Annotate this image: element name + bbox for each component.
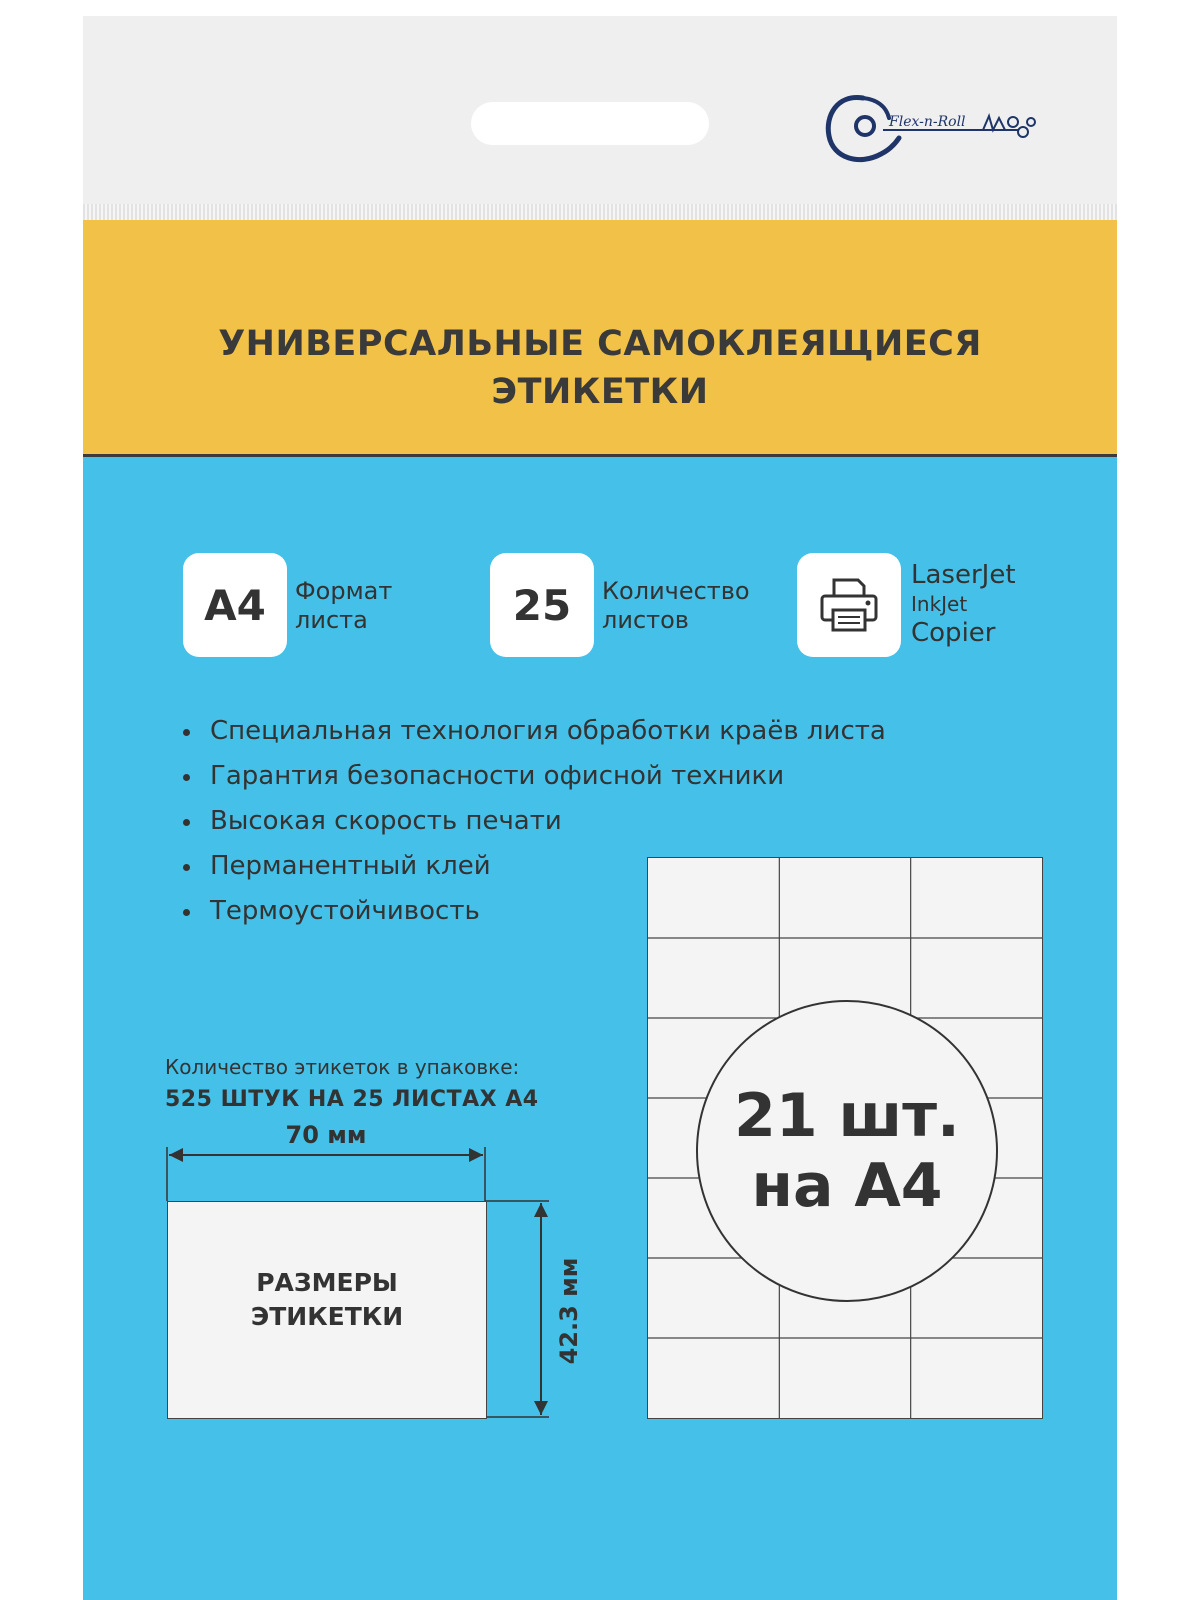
hanger-strip: [83, 16, 1117, 204]
label-sample-caption-line-2: ЭТИКЕТКИ: [250, 1302, 404, 1331]
info-panel: [83, 457, 1117, 1600]
badge-line-2: на А4: [751, 1151, 943, 1221]
format-badge: A4: [183, 553, 287, 657]
printer-caption-inkjet: InkJet: [911, 592, 968, 616]
list-item: Специальная технология обработки краёв листа: [183, 709, 886, 754]
list-item: Термоустойчивость: [183, 889, 886, 934]
printer-caption-copier: Copier: [911, 618, 996, 648]
product-title: [83, 320, 1117, 416]
label-height: 42.3 мм: [555, 1257, 583, 1365]
list-item: Высокая скорость печати: [183, 799, 886, 844]
format-caption-line-2: листа: [295, 606, 368, 634]
list-item: Перманентный клей: [183, 844, 886, 889]
title-line-1: УНИВЕРСАЛЬНЫЕ САМОКЛЕЯЩИЕСЯ: [218, 324, 982, 364]
format-caption-line-1: Формат: [295, 577, 393, 605]
logo-text: Flex-n-Roll: [889, 114, 966, 130]
sheets-caption: [602, 577, 750, 635]
sheets-caption-line-1: Количество: [602, 577, 750, 605]
printer-icon: [818, 576, 880, 634]
quantity-value: 525 ШТУК НА 25 ЛИСТАХ А4: [165, 1087, 539, 1112]
printer-badge: [797, 553, 901, 657]
labels-per-sheet-badge: [696, 1000, 998, 1302]
quantity-label: Количество этикеток в упаковке:: [165, 1055, 520, 1079]
title-band: [83, 220, 1117, 457]
printer-caption: [911, 559, 1016, 649]
a4-sheet-diagram: [647, 857, 1043, 1419]
label-width: 70 мм: [285, 1121, 367, 1149]
format-caption: [295, 577, 392, 635]
label-sample-caption-line-1: РАЗМЕРЫ: [256, 1268, 398, 1297]
printer-caption-laserjet: LaserJet: [911, 560, 1016, 590]
list-item: Гарантия безопасности офисной техники: [183, 754, 886, 799]
brand-logo: [823, 88, 1037, 170]
badge-line-1: 21 шт.: [734, 1081, 960, 1151]
perforation-edge: [83, 204, 1117, 220]
hang-slot: [471, 102, 709, 145]
sheets-badge: 25: [490, 553, 594, 657]
title-line-2: ЭТИКЕТКИ: [491, 372, 709, 412]
package: [83, 16, 1117, 1600]
label-sample: [167, 1201, 487, 1419]
label-sample-caption: [168, 1266, 486, 1334]
sheets-caption-line-2: листов: [602, 606, 689, 634]
